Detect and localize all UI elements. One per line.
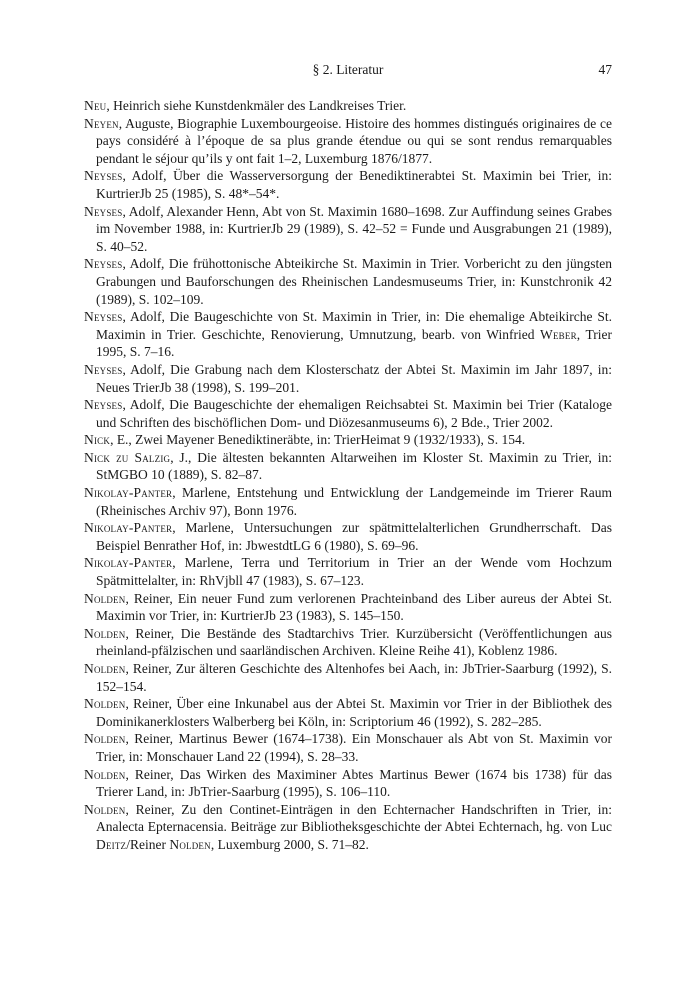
entry-text: , Auguste, Biographie Luxembourgeoise. Histoire des hommes distingués originaires de ce pays considéré à l’époque de sa plus grande étendue ou qui se sont rendus remarquables pendant le séjour qu’ils y ont fait 1–2, Luxemburg 1876/1877. — [96, 115, 612, 166]
bibliography-entry — [84, 167, 612, 202]
entry-text: , Reiner, Zur älteren Geschichte des Altenhofes bei Aach, in: JbTrier-Saarburg (1992), S. 152–154. — [96, 661, 612, 694]
entry-text: , Marlene, Terra und Territorium in Trier an der Wende vom Hochzum Spätmittelalter, in: RhVjbll 47 (1983), S. 67–123. — [96, 555, 612, 589]
bibliography-entry — [84, 97, 612, 115]
entry-author: Nolden — [84, 731, 126, 747]
entry-text: , Reiner, Ein neuer Fund zum verlorenen Prachteinband des Liber aureus der Abtei St. Maximin vor Trier, in: KurtrierJb 23 (1983), S. 145–150. — [96, 590, 612, 624]
entry-text: , E., Zwei Mayener Benediktineräbte, in: TrierHeimat 9 (1932/1933), S. 154. — [110, 432, 526, 448]
bibliography-entry — [84, 484, 612, 519]
entry-author: Neyses — [84, 361, 123, 377]
bibliography-entry — [84, 361, 612, 396]
page-number: 47 — [598, 62, 612, 77]
bibliography-entry — [84, 766, 612, 801]
entry-text: , Trier 1995, S. 7–16. — [96, 326, 612, 360]
bibliography-entry — [84, 625, 612, 660]
entry-author: Nikolay-Panter — [84, 555, 173, 571]
entry-author: Nolden — [84, 625, 126, 641]
bibliography-entry — [84, 308, 612, 361]
entry-author: Neyses — [84, 168, 123, 184]
bibliography-entry — [84, 730, 612, 765]
entry-text: , Luxemburg 2000, S. 71–82. — [210, 836, 369, 852]
bibliography-entry — [84, 449, 612, 484]
entry-text: , Adolf, Über die Wasserversorgung der Benediktinerabtei St. Maximin bei Trier, in: KurtrierJb 25 (1985), S. 48*–54*. — [96, 168, 612, 201]
entry-text: , Adolf, Die frühottonische Abteikirche St. Maximin in Trier. Vorbericht zu den jüngsten Grabungen und Bauforschungen des Rheinischen Landesmuseums Trier, in: Kunstchronik 42 (1989), S. 102–109. — [96, 256, 612, 307]
entry-text: , Marlene, Entstehung und Entwicklung der Landgemeinde im Trierer Raum (Rheinisches Archiv 97), Bonn 1976. — [96, 485, 612, 518]
bibliography-entry — [84, 801, 612, 854]
bibliography-entry — [84, 431, 612, 449]
entry-author: Neyses — [84, 203, 123, 219]
entry-author: Nolden — [84, 801, 126, 817]
entry-text: , Heinrich siehe Kunstdenkmäler des Landkreises Trier. — [106, 98, 407, 113]
entry-text: , Adolf, Die Baugeschichte von St. Maximin in Trier, in: Die ehemalige Abteikirche St. Maximin in Trier. Geschichte, Renovierung, Umnutzung, bearb. von Winfried — [96, 309, 612, 342]
entry-author: Nick zu Salzig — [84, 449, 171, 465]
entry-author: Neu — [84, 98, 107, 113]
bibliography-entry — [84, 396, 612, 431]
entry-text: , Reiner, Martinus Bewer (1674–1738). Ein Monschauer als Abt von St. Maximin vor Trier, in: Monschauer Land 22 (1994), S. 28–33. — [96, 731, 612, 764]
entry-author: Neyses — [84, 256, 123, 272]
bibliography-entry — [84, 554, 612, 589]
running-head: § 2. Literatur — [312, 62, 384, 77]
entry-author: Weber — [540, 326, 577, 342]
entry-text: , J., Die ältesten bekannten Altarweihen im Kloster St. Maximin zu Trier, in: StMGBO 10 (1889), S. 82–87. — [96, 449, 612, 483]
entry-text: , Reiner, Zu den Continet-Einträgen in den Echternacher Handschriften in Trier, in: Analecta Epternacensia. Beiträge zur Bibliotheksgeschichte der Abtei Echternach, hg. von Luc — [96, 801, 612, 835]
bibliography-entry — [84, 590, 612, 625]
bibliography-entry — [84, 695, 612, 730]
entry-author: Nikolay-Panter — [84, 485, 173, 501]
entry-text: , Adolf, Die Grabung nach dem Klosterschatz der Abtei St. Maximin im Jahr 1897, in: Neues TrierJb 38 (1998), S. 199–201. — [96, 361, 612, 395]
entry-author: Neyses — [84, 397, 123, 413]
entry-author: Neyses — [84, 309, 123, 325]
entry-author: Neyen — [84, 115, 119, 131]
entry-author: Nolden — [84, 661, 126, 676]
entry-author: Nolden — [84, 590, 126, 606]
bibliography-entry — [84, 519, 612, 554]
entry-author: Nick — [84, 432, 111, 448]
bibliography-entry — [84, 255, 612, 308]
entry-author: Nolden — [84, 766, 126, 782]
entry-text: , Adolf, Die Baugeschichte der ehemaligen Reichsabtei St. Maximin bei Trier (Kataloge und Schriften des bischöflichen Dom- und Diözesanmuseums 6), 2 Bde., Trier 2002. — [96, 397, 612, 430]
entry-text: , Reiner, Die Bestände des Stadtarchivs Trier. Kurzübersicht (Veröffentlichungen aus rheinland-pfälzischen und saarländischen Archiven. Kleine Reihe 41), Koblenz 1986. — [96, 625, 612, 659]
entry-author: Deitz — [96, 836, 127, 852]
entry-text: , Adolf, Alexander Henn, Abt von St. Maximin 1680–1698. Zur Auffindung seines Grabes im November 1988, in: KurtrierJb 29 (1989), S. 42–52 = Funde und Ausgrabungen 21 (1989), S. 40–52. — [96, 203, 612, 254]
entry-text: , Reiner, Über eine Inkunabel aus der Abtei St. Maximin vor Trier in der Bibliothek des Dominikanerklosters Walberberg bei Köln, in: Scriptorium 46 (1992), S. 282–285. — [96, 696, 612, 729]
bibliography-entry — [84, 115, 612, 168]
entry-author: Nolden — [169, 836, 211, 852]
bibliography-entry — [84, 203, 612, 256]
entry-text: /Reiner — [126, 836, 170, 852]
entry-text: , Marlene, Untersuchungen zur spätmittelalterlichen Grundherrschaft. Das Beispiel Benrather Hof, in: JbwestdtLG 6 (1980), S. 69–96. — [96, 520, 612, 553]
entry-author: Nikolay-Panter — [84, 520, 173, 536]
bibliography-list — [84, 97, 612, 854]
page-header — [84, 62, 612, 80]
entry-author: Nolden — [84, 696, 126, 712]
bibliography-entry — [84, 660, 612, 695]
entry-text: , Reiner, Das Wirken des Maximiner Abtes Martinus Bewer (1674 bis 1738) für das Trierer Land, in: JbTrier-Saarburg (1995), S. 106–110. — [96, 766, 612, 800]
